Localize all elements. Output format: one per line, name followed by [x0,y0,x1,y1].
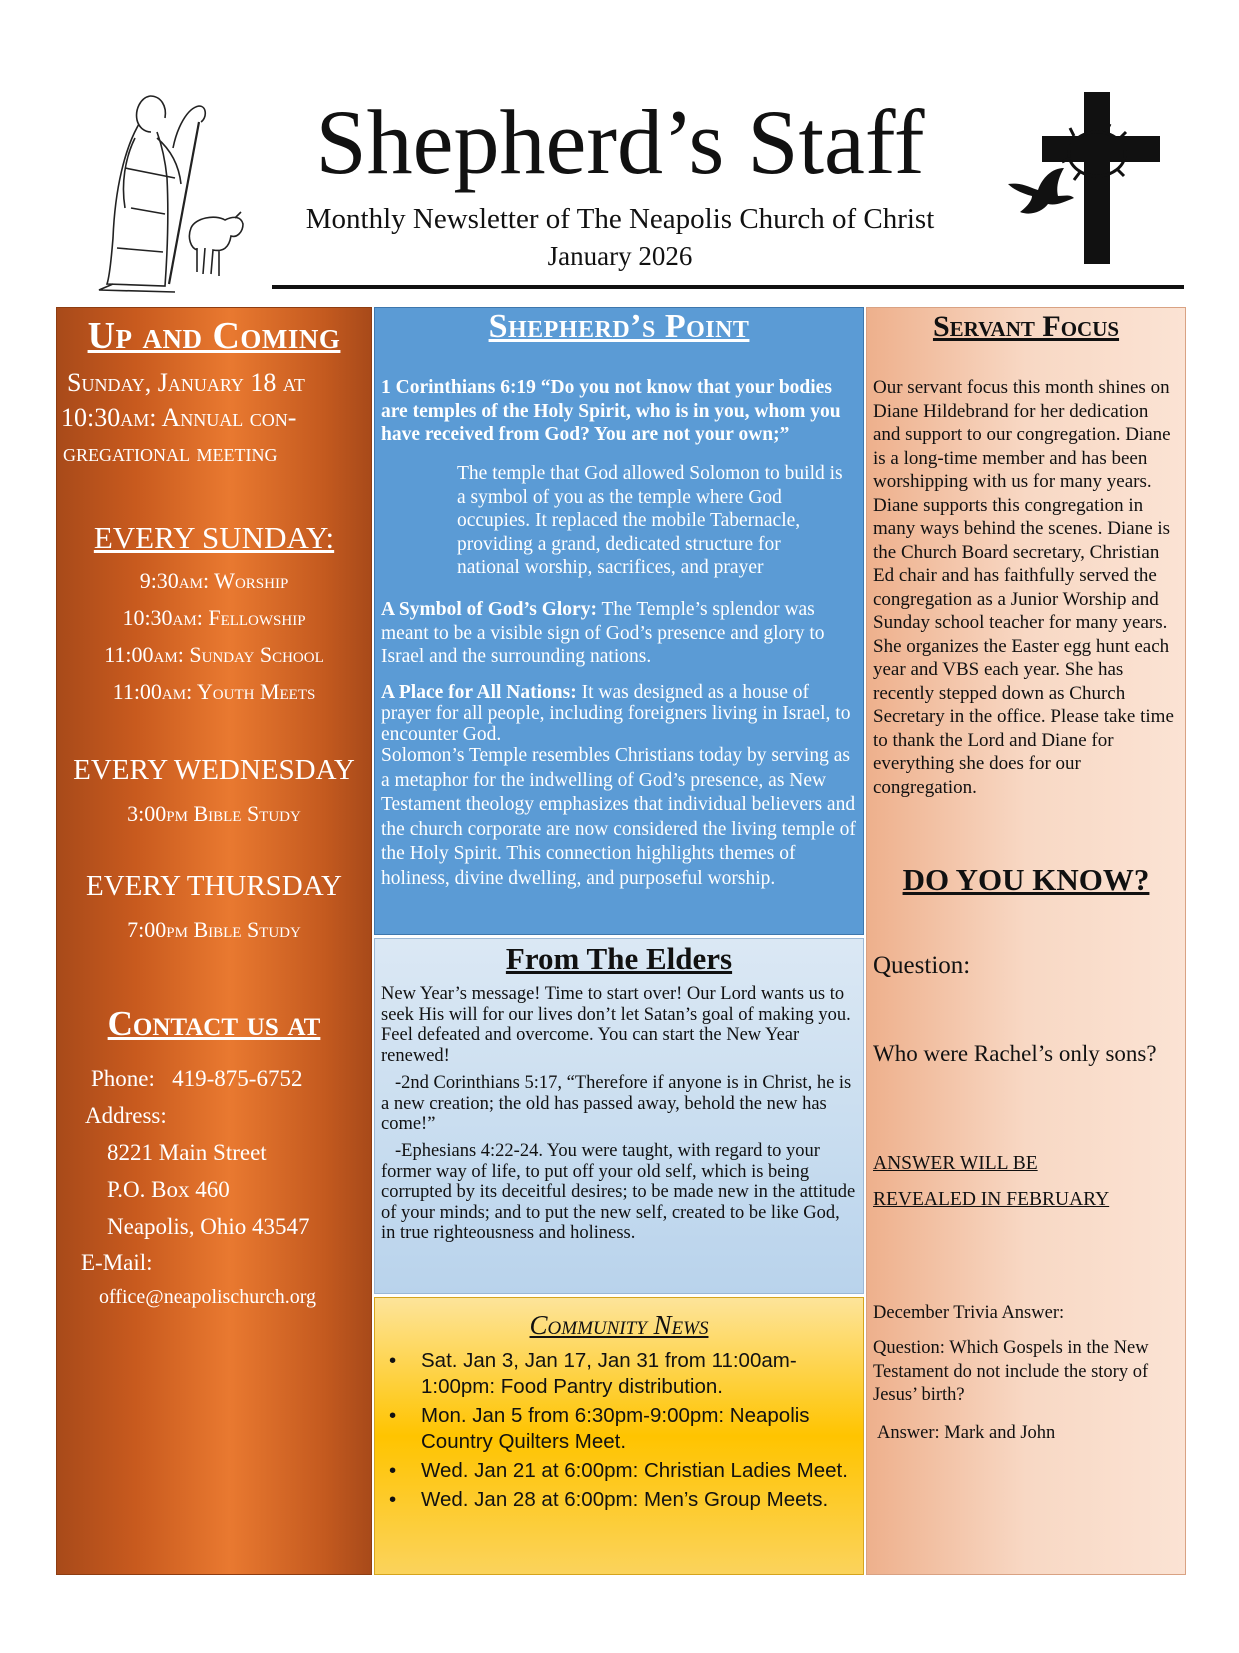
scripture-verse: 1 Corinthians 6:19 “Do you not know that your bodies are temples of the Holy Spirit, who is in you, whom you have received from God? You are not your own;” [381,377,841,445]
elders-ephesians-quote: -Ephesians 4:22-24. You were taught, with regard to your former way of life, to put off your old self, which is being corrupted by its deceitful desires; to be made new in the attitude of your minds; and to put the new self, created to be like God, in true righteousness and holiness. [381,1141,856,1243]
question-label: Question: [873,952,971,979]
sunday-item-fellowship: 10:30am: Fellowship [122,605,306,630]
place-for-nations-label: A Place for All Nations: [381,682,577,703]
sunday-item-sunday-school: 11:00am: Sunday School [104,642,324,667]
symbol-of-glory-label: A Symbol of God’s Glory: [381,599,597,620]
every-wednesday-heading: EVERY WEDNESDAY [73,754,355,786]
temple-metaphor-paragraph: Solomon’s Temple resembles Christians today by serving as a metaphor for the indwelling of God’s presence, as New Testament theology emphasizes that individual believers and the church corporate are now considered the living temple of the Holy Spirit. This connection highlights themes of holiness, divine dwelling, and purposeful worship. [381,745,856,889]
answer-notice-line-1: ANSWER WILL BE [873,1153,1038,1174]
community-news-heading: Community News [529,1310,709,1340]
servant-focus-text: Our servant focus this month shines on Diane Hildebrand for her dedication and support to our congregation. Diane is a long-time member and has been worshipping with us for many years. Diane supports this congregation in many ways behind the scenes. Diane is the Church Board secretary, Christian Ed chair and has faithfully served the congregation as a Junior Worship and Sunday school teacher for many years. She organizes the Easter egg hunt each year and VBS each year. She has recently stepped down as Church Secretary in the office. Please take time to thank the Lord and Diane for everything she does for our congregation. [873,377,1174,798]
do-you-know-heading: DO YOU KNOW? [902,862,1150,897]
elders-new-year-message: New Year’s message! Time to start over! Our Lord wants us to seek His will for our lives don’t let Satan’s goal of making you. Feel defeated and overcome. You can start the New Year renewed! [381,984,851,1066]
shepherd-with-lamb-illustration [95,88,255,296]
wednesday-item: 3:00pm Bible Study [127,801,301,826]
phone-label: Phone: [91,1066,155,1091]
address-label: Address: [85,1103,167,1128]
newsletter-subtitle: Monthly Newsletter of The Neapolis Church of Christ [305,203,935,235]
list-item: • Wed. Jan 21 at 6:00pm: Christian Ladies Meet. [389,1459,848,1482]
event-line-2: 10:30am: Annual con- [61,403,297,432]
every-thursday-heading: EVERY THURSDAY [86,870,342,902]
sunday-item-youth: 11:00am: Youth Meets [112,679,316,704]
event-line-3: gregational meeting [63,438,278,467]
issue-date: January 2026 [547,241,693,271]
sunday-item-worship: 9:30am: Worship [139,568,289,593]
community-news-list [381,1348,851,1516]
temple-symbol-paragraph: The temple that God allowed Solomon to build is a symbol of you as the temple where God occupies. It replaced the mobile Tabernacle, providing a grand, dedicated structure for national worship, sacrifices, and prayer [457,463,843,578]
from-the-elders-panel [374,938,864,1294]
shepherds-point-panel [374,307,864,935]
masthead [0,0,1239,300]
december-trivia-label: December Trivia Answer: [873,1303,1065,1323]
header-divider [272,285,1184,289]
community-news-panel [374,1297,864,1575]
place-for-nations-text: It was designed as a house of prayer for all people, including foreigners living in Israel, to encounter God. [381,682,851,745]
address-city: Neapolis, Ohio 43547 [107,1214,310,1239]
december-trivia-question: Question: Which Gospels in the New Testament do not include the story of Jesus’ birth? [873,1338,1149,1405]
thursday-item: 7:00pm Bible Study [127,917,301,942]
middle-column [374,307,864,1575]
every-sunday-heading: EVERY SUNDAY: [93,520,335,555]
answer-notice-line-2: REVEALED IN FEBRUARY [873,1189,1110,1210]
up-and-coming-heading: Up and Coming [87,315,341,357]
servant-focus-heading: Servant Focus [932,310,1120,343]
cross-with-dove-icon [1008,92,1168,264]
symbol-of-glory-text: The Temple’s splendor was meant to be a visible sign of God’s presence and glory to Israel and the surrounding nations. [381,599,825,667]
email-label: E-Mail: [81,1250,153,1275]
contact-heading: Contact us at [107,1004,321,1043]
phone-number[interactable]: 419-875-6752 [172,1066,303,1091]
shepherds-point-heading: Shepherd’s Point [488,308,750,345]
list-item: • Sat. Jan 3, Jan 17, Jan 31 from 11:00am-1:00pm: Food Pantry distribution. [389,1349,797,1398]
elders-corinthians-quote: -2nd Corinthians 5:17, “Therefore if anyone is in Christ, he is a new creation; the old has passed away, behold the new has come!” [381,1073,852,1134]
list-item: • Mon. Jan 5 from 6:30pm-9:00pm: Neapolis Country Quilters Meet. [389,1404,810,1453]
event-line-1: Sunday, January 18 at [67,368,305,397]
up-and-coming-panel [56,307,372,1575]
address-street: 8221 Main Street [107,1140,267,1165]
email-address[interactable]: office@neapolischurch.org [99,1286,317,1308]
address-po-box: P.O. Box 460 [107,1177,230,1202]
newsletter-title: Shepherd’s Staff [315,91,925,193]
servant-focus-panel [866,307,1186,1575]
from-the-elders-heading: From The Elders [505,941,733,976]
list-item: • Wed. Jan 28 at 6:00pm: Men’s Group Meets. [389,1488,829,1511]
trivia-question: Who were Rachel’s only sons? [873,1041,1157,1066]
december-trivia-answer: Answer: Mark and John [877,1423,1056,1443]
